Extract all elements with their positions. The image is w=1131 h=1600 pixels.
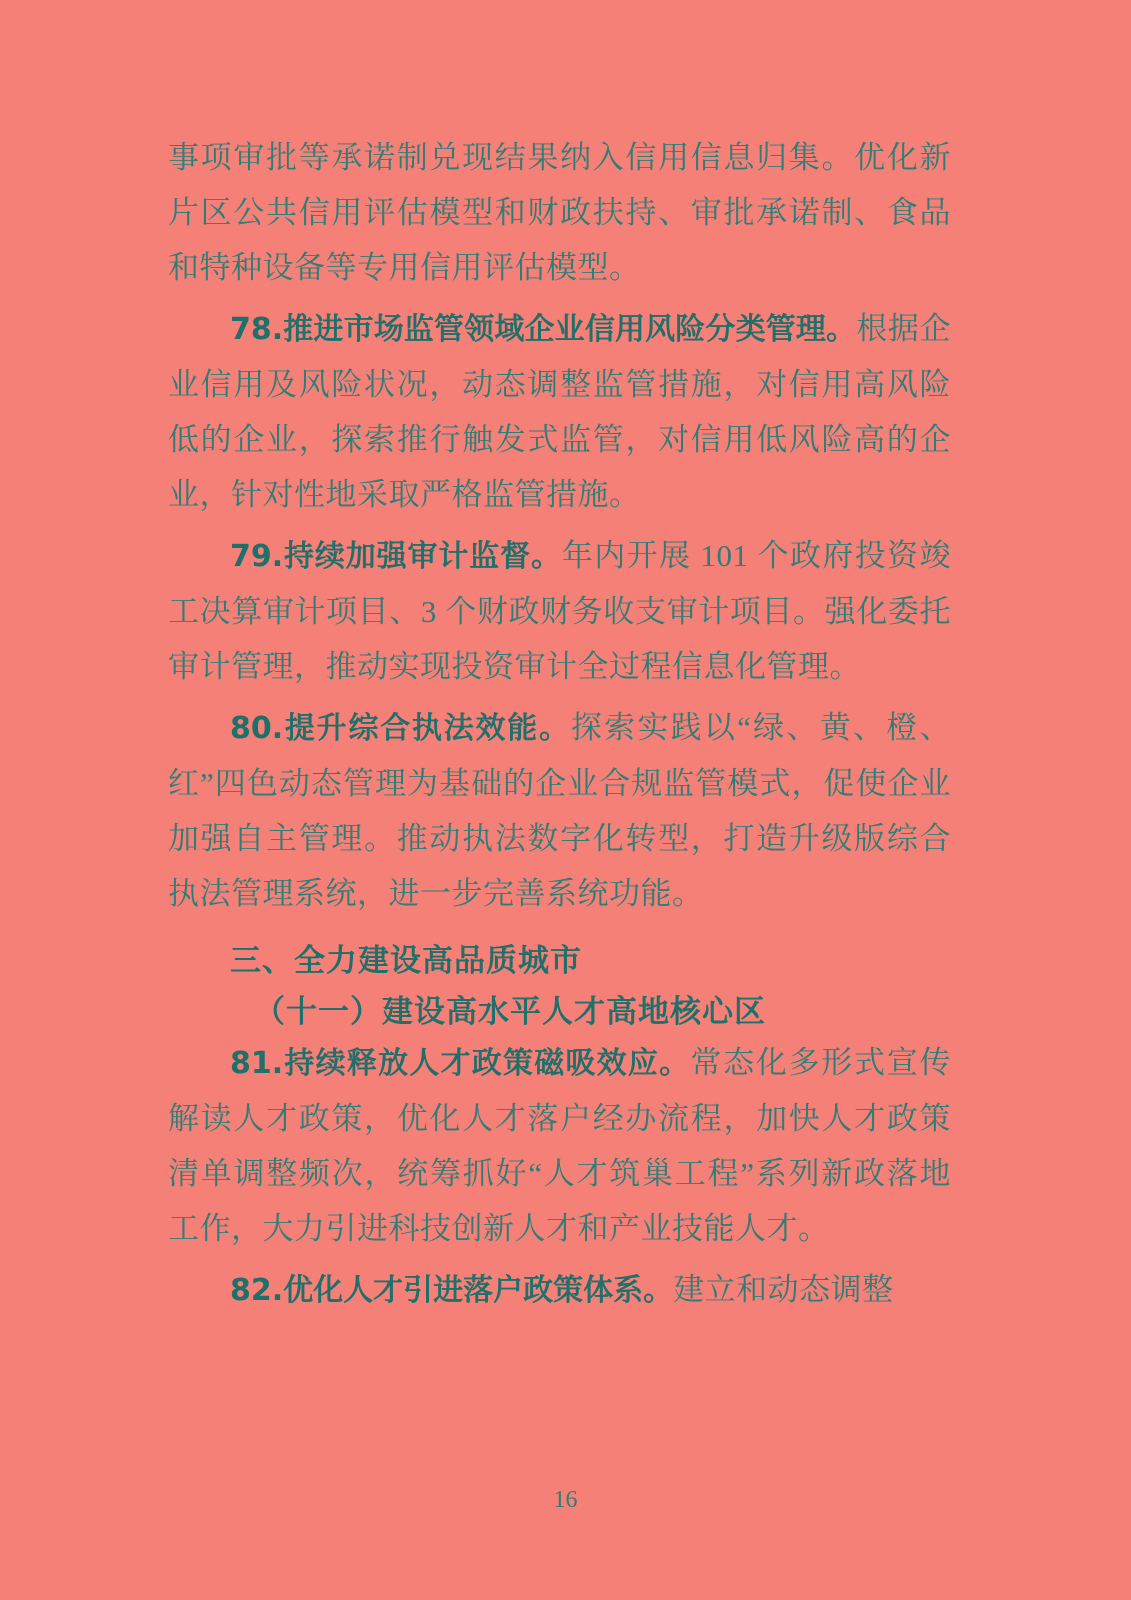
numbered-item-81 [168,1035,951,1256]
numbered-item-82 [168,1262,951,1318]
item-80-lead: 80.提升综合执法效能。 [230,711,571,746]
item-82-body: 建立和动态调整 [673,1272,894,1307]
heading-section-3: 三、全力建设高品质城市 [230,943,582,979]
item-80-body: 探索实践以“绿、黄、橙、红”四色动态管理为基础的企业合规监管模式，促使企业加强自主管理。推动执法数字化转型，打造升级版综合执法管理系统，进一步完善系统功能。 [168,710,951,911]
item-79-body: 年内开展 101 个政府投资竣工决算审计项目、3 个财政财务收支审计项目。强化委托审计管理，推动实现投资审计全过程信息化管理。 [168,538,951,684]
item-78-lead: 78.推进市场监管领域企业信用风险分类管理。 [230,312,857,347]
item-81-body: 常态化多形式宣传解读人才政策，优化人才落户经办流程，加快人才政策清单调整频次，统筹抓好“人才筑巢工程”系列新政落地工作，大力引进科技创新人才和产业技能人才。 [168,1045,951,1246]
item-78-body: 根据企业信用及风险状况，动态调整监管措施，对信用高风险低的企业，探索推行触发式监管，对信用低风险高的企业，针对性地采取严格监管措施。 [168,311,951,512]
paragraph-continued: 事项审批等承诺制兑现结果纳入信用信息归集。优化新片区公共信用评估模型和财政扶持、审批承诺制、食品和特种设备等专用信用评估模型。 [168,140,951,285]
item-79-lead: 79.持续加强审计监督。 [230,539,562,574]
numbered-item-80 [168,700,951,921]
item-81-lead: 81.持续释放人才政策磁吸效应。 [230,1046,691,1081]
numbered-item-78 [168,301,951,522]
item-82-lead: 82.优化人才引进落户政策体系。 [230,1273,674,1308]
numbered-item-79 [168,528,951,694]
page-number: 16 [553,1487,578,1513]
heading-subsection-11: （十一）建设高水平人才高地核心区 [254,994,766,1030]
